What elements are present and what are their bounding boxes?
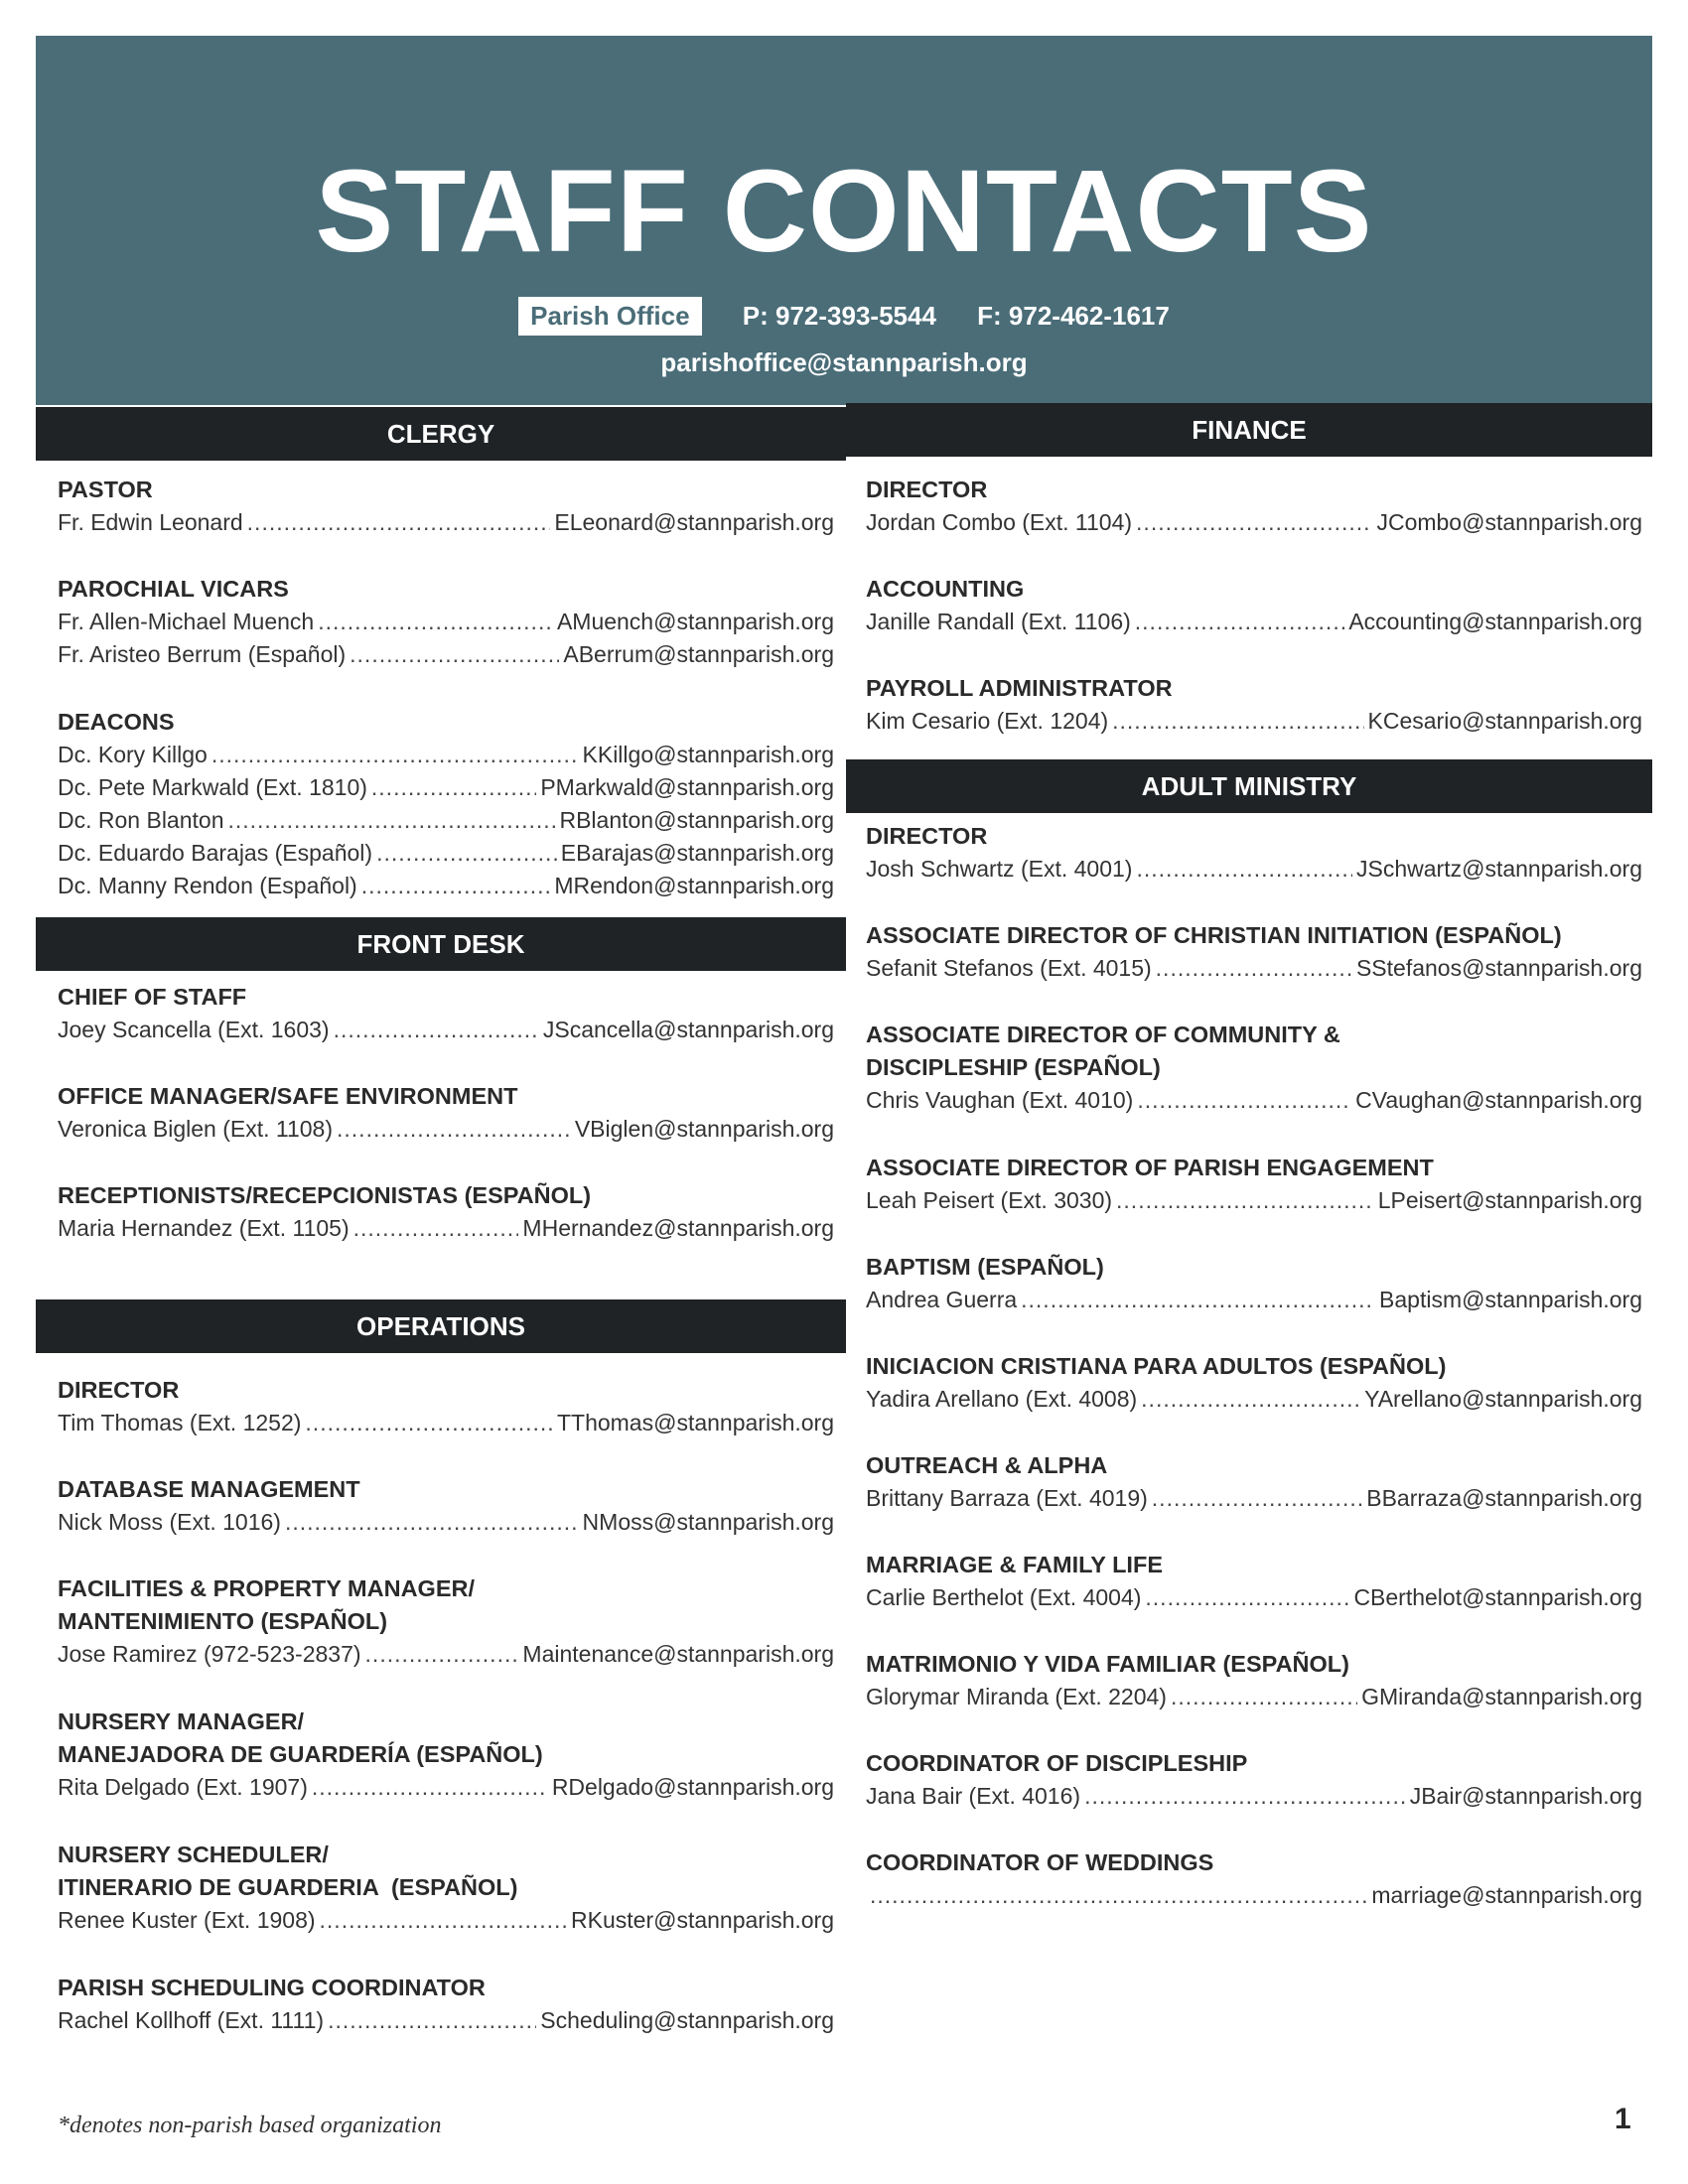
contact-line bbox=[866, 506, 1642, 539]
contact-line bbox=[866, 705, 1642, 738]
contact-name: Rita Delgado (Ext. 1907) bbox=[58, 1774, 308, 1800]
entry-database-management bbox=[58, 1473, 834, 1539]
contact-line bbox=[866, 1681, 1642, 1713]
contact-name: Maria Hernandez (Ext. 1105) bbox=[58, 1215, 350, 1241]
role-title: PAYROLL ADMINISTRATOR bbox=[866, 675, 1173, 701]
contact-name: Dc. Pete Markwald (Ext. 1810) bbox=[58, 774, 367, 800]
role-title: ASSOCIATE DIRECTOR OF COMMUNITY & bbox=[866, 1022, 1340, 1047]
contact-email[interactable]: ABerrum@stannparish.org bbox=[563, 641, 834, 667]
entry-accounting bbox=[866, 573, 1642, 638]
dot-leader bbox=[334, 1014, 539, 1046]
contact-email[interactable]: KKillgo@stannparish.org bbox=[582, 742, 834, 767]
entry-facilities-manager bbox=[58, 1572, 834, 1671]
office-contact-row bbox=[36, 297, 1652, 336]
dot-leader bbox=[1171, 1681, 1357, 1713]
dot-leader bbox=[870, 1879, 1367, 1912]
contact-email[interactable]: Accounting@stannparish.org bbox=[1348, 609, 1642, 634]
dot-leader bbox=[376, 837, 557, 870]
contact-line bbox=[866, 1284, 1642, 1316]
entry-office-manager bbox=[58, 1080, 834, 1146]
dot-leader bbox=[1084, 1780, 1406, 1813]
contact-email[interactable]: JScancella@stannparish.org bbox=[542, 1017, 834, 1042]
contact-line bbox=[58, 804, 834, 837]
contact-name: Renee Kuster (Ext. 1908) bbox=[58, 1907, 316, 1933]
dot-leader bbox=[1137, 1084, 1351, 1117]
contact-name: Fr. Aristeo Berrum (Español) bbox=[58, 641, 347, 667]
contact-name: Dc. Manny Rendon (Español) bbox=[58, 873, 357, 898]
contact-email[interactable]: TThomas@stannparish.org bbox=[556, 1410, 834, 1435]
dot-leader bbox=[1136, 853, 1352, 886]
role-title: ASSOCIATE DIRECTOR OF PARISH ENGAGEMENT bbox=[866, 1155, 1434, 1180]
contact-line bbox=[58, 1638, 834, 1671]
contact-line bbox=[866, 1084, 1642, 1117]
contact-name: Brittany Barraza (Ext. 4019) bbox=[866, 1485, 1148, 1511]
contact-email[interactable]: marriage@stannparish.org bbox=[1371, 1882, 1642, 1908]
contact-email[interactable]: MHernandez@stannparish.org bbox=[522, 1215, 834, 1241]
entry-scheduling-coordinator bbox=[58, 1972, 834, 2037]
contact-name: Yadira Arellano (Ext. 4008) bbox=[866, 1386, 1138, 1412]
section-header-clergy: CLERGY bbox=[36, 407, 846, 461]
role-title: DEACONS bbox=[58, 709, 175, 735]
dot-leader bbox=[353, 1212, 519, 1245]
contact-line bbox=[58, 1014, 834, 1046]
contact-line bbox=[866, 606, 1642, 638]
contact-name: Rachel Kollhoff (Ext. 1111) bbox=[58, 2007, 325, 2033]
contact-name: Dc. Ron Blanton bbox=[58, 807, 224, 833]
role-title: CHIEF OF STAFF bbox=[58, 984, 247, 1010]
role-title: ITINERARIO DE GUARDERIA (ESPAÑOL) bbox=[58, 1874, 518, 1900]
dot-leader bbox=[1141, 1383, 1360, 1416]
role-title: ASSOCIATE DIRECTOR OF CHRISTIAN INITIATION (ESPAÑOL) bbox=[866, 922, 1562, 948]
contact-email[interactable]: YArellano@stannparish.org bbox=[1364, 1386, 1642, 1412]
contact-email[interactable]: KCesario@stannparish.org bbox=[1367, 708, 1642, 734]
contact-line bbox=[58, 837, 834, 870]
contact-email[interactable]: AMuench@stannparish.org bbox=[556, 609, 834, 634]
contact-line bbox=[866, 1780, 1642, 1813]
contact-email[interactable]: EBarajas@stannparish.org bbox=[560, 840, 834, 866]
role-title: DATABASE MANAGEMENT bbox=[58, 1476, 360, 1502]
contact-line bbox=[58, 638, 834, 671]
contact-name: Sefanit Stefanos (Ext. 4015) bbox=[866, 955, 1152, 981]
contact-line bbox=[866, 1482, 1642, 1515]
contact-line bbox=[866, 853, 1642, 886]
contact-line bbox=[58, 1113, 834, 1146]
dot-leader bbox=[285, 1506, 579, 1539]
entry-finance-director bbox=[866, 474, 1642, 539]
role-title: NURSERY MANAGER/ bbox=[58, 1708, 305, 1734]
contact-name: Dc. Kory Killgo bbox=[58, 742, 208, 767]
contact-name: Joey Scancella (Ext. 1603) bbox=[58, 1017, 330, 1042]
contact-line bbox=[866, 1879, 1642, 1912]
contact-name: Jose Ramirez (972-523-2837) bbox=[58, 1641, 361, 1667]
contact-line bbox=[866, 1383, 1642, 1416]
section-header-finance: FINANCE bbox=[846, 403, 1652, 457]
contact-line bbox=[866, 1581, 1642, 1614]
contact-line bbox=[866, 952, 1642, 985]
dot-leader bbox=[337, 1113, 571, 1146]
contact-email[interactable]: BBarraza@stannparish.org bbox=[1366, 1485, 1642, 1511]
section-header-adult-ministry: ADULT MINISTRY bbox=[846, 759, 1652, 813]
page-number: 1 bbox=[1615, 2103, 1631, 2135]
contact-email[interactable]: SStefanos@stannparish.org bbox=[1355, 955, 1642, 981]
role-title: DIRECTOR bbox=[58, 1377, 180, 1403]
role-title: MANTENIMIENTO (ESPAÑOL) bbox=[58, 1608, 388, 1634]
contact-name: Chris Vaughan (Ext. 4010) bbox=[866, 1087, 1134, 1113]
role-title: PAROCHIAL VICARS bbox=[58, 576, 289, 602]
contact-line bbox=[866, 1184, 1642, 1217]
contact-name: Andrea Guerra bbox=[866, 1287, 1018, 1312]
contact-email[interactable]: CBerthelot@stannparish.org bbox=[1353, 1584, 1642, 1610]
role-title: BAPTISM (ESPAÑOL) bbox=[866, 1254, 1104, 1280]
entry-operations-director bbox=[58, 1374, 834, 1439]
dot-leader bbox=[361, 870, 551, 902]
role-title: MANEJADORA DE GUARDERÍA (ESPAÑOL) bbox=[58, 1741, 543, 1767]
contact-name: Jana Bair (Ext. 4016) bbox=[866, 1783, 1081, 1809]
contact-email[interactable]: JSchwartz@stannparish.org bbox=[1356, 856, 1642, 882]
contact-name: Fr. Allen-Michael Muench bbox=[58, 609, 315, 634]
dot-leader bbox=[312, 1771, 548, 1804]
entry-community-discipleship bbox=[866, 1019, 1642, 1117]
role-title: DIRECTOR bbox=[866, 823, 988, 849]
contact-name: Dc. Eduardo Barajas (Español) bbox=[58, 840, 373, 866]
role-title: NURSERY SCHEDULER/ bbox=[58, 1842, 329, 1867]
dot-leader bbox=[1112, 705, 1363, 738]
contact-name: Glorymar Miranda (Ext. 2204) bbox=[866, 1684, 1167, 1709]
contact-email[interactable]: NMoss@stannparish.org bbox=[582, 1509, 834, 1535]
page-title: STAFF CONTACTS bbox=[315, 146, 1373, 277]
contact-name: Jordan Combo (Ext. 1104) bbox=[866, 509, 1133, 535]
section-header-front-desk: FRONT DESK bbox=[36, 917, 846, 971]
dot-leader bbox=[1135, 606, 1345, 638]
dot-leader bbox=[320, 1904, 567, 1937]
contact-line bbox=[58, 1407, 834, 1439]
contact-name: Kim Cesario (Ext. 1204) bbox=[866, 708, 1109, 734]
contact-line bbox=[58, 1506, 834, 1539]
dot-leader bbox=[211, 739, 579, 771]
contact-line bbox=[58, 2004, 834, 2037]
entry-nursery-scheduler bbox=[58, 1839, 834, 1937]
office-email-link[interactable]: parishoffice@stannparish.org bbox=[660, 347, 1028, 377]
role-title: MARRIAGE & FAMILY LIFE bbox=[866, 1552, 1163, 1577]
contact-name: Carlie Berthelot (Ext. 4004) bbox=[866, 1584, 1142, 1610]
entry-adult-ministry-director bbox=[866, 820, 1642, 886]
entry-christian-initiation bbox=[866, 919, 1642, 985]
dot-leader bbox=[1136, 506, 1372, 539]
entry-baptism bbox=[866, 1251, 1642, 1316]
contact-name: Tim Thomas (Ext. 1252) bbox=[58, 1410, 302, 1435]
dot-leader bbox=[1021, 1284, 1375, 1316]
office-phone: P: 972-393-5544 bbox=[742, 301, 936, 331]
role-title: FACILITIES & PROPERTY MANAGER/ bbox=[58, 1575, 475, 1601]
role-title: RECEPTIONISTS/RECEPCIONISTAS (ESPAÑOL) bbox=[58, 1182, 592, 1208]
entry-pastor bbox=[58, 474, 834, 539]
dot-leader bbox=[305, 1407, 553, 1439]
entry-coordinator-discipleship bbox=[866, 1747, 1642, 1813]
contact-email[interactable]: ELeonard@stannparish.org bbox=[554, 509, 834, 535]
contact-email[interactable]: GMiranda@stannparish.org bbox=[1361, 1684, 1642, 1709]
entry-receptionists bbox=[58, 1179, 834, 1245]
contact-line bbox=[58, 739, 834, 771]
contact-email[interactable]: LPeisert@stannparish.org bbox=[1377, 1187, 1642, 1213]
contact-email[interactable]: JCombo@stannparish.org bbox=[1376, 509, 1642, 535]
role-title: DISCIPLESHIP (ESPAÑOL) bbox=[866, 1054, 1161, 1080]
role-title: MATRIMONIO Y VIDA FAMILIAR (ESPAÑOL) bbox=[866, 1651, 1349, 1677]
contact-email[interactable]: RDelgado@stannparish.org bbox=[551, 1774, 834, 1800]
section-header-operations: OPERATIONS bbox=[36, 1299, 846, 1353]
contact-line bbox=[58, 1212, 834, 1245]
role-title: COORDINATOR OF DISCIPLESHIP bbox=[866, 1750, 1248, 1776]
entry-iniciacion-cristiana bbox=[866, 1350, 1642, 1416]
contact-name: Leah Peisert (Ext. 3030) bbox=[866, 1187, 1113, 1213]
dot-leader bbox=[1156, 952, 1352, 985]
footnote: *denotes non-parish based organization bbox=[58, 2113, 442, 2138]
parish-office-badge: Parish Office bbox=[518, 297, 701, 336]
dot-leader bbox=[1145, 1581, 1349, 1614]
contact-line bbox=[58, 1771, 834, 1804]
role-title: DIRECTOR bbox=[866, 477, 988, 502]
dot-leader bbox=[371, 771, 536, 804]
role-title: PARISH SCHEDULING COORDINATOR bbox=[58, 1975, 486, 2000]
entry-outreach-alpha bbox=[866, 1449, 1642, 1515]
contact-email[interactable]: Baptism@stannparish.org bbox=[1379, 1287, 1642, 1312]
office-fax: F: 972-462-1617 bbox=[977, 301, 1170, 331]
entry-nursery-manager bbox=[58, 1706, 834, 1804]
dot-leader bbox=[350, 638, 559, 671]
dot-leader bbox=[1152, 1482, 1362, 1515]
contact-line bbox=[58, 870, 834, 902]
contact-email[interactable]: VBiglen@stannparish.org bbox=[574, 1116, 834, 1142]
dot-leader bbox=[1116, 1184, 1374, 1217]
contact-email[interactable]: Maintenance@stannparish.org bbox=[522, 1641, 834, 1667]
role-title: ACCOUNTING bbox=[866, 576, 1025, 602]
role-title: COORDINATOR OF WEDDINGS bbox=[866, 1849, 1214, 1875]
entry-marriage-family-life bbox=[866, 1549, 1642, 1614]
dot-leader bbox=[227, 804, 555, 837]
contact-email[interactable]: PMarkwald@stannparish.org bbox=[540, 774, 834, 800]
contact-name: Josh Schwartz (Ext. 4001) bbox=[866, 856, 1133, 882]
dot-leader bbox=[318, 606, 553, 638]
contact-email[interactable]: Scheduling@stannparish.org bbox=[540, 2007, 834, 2033]
contact-name: Nick Moss (Ext. 1016) bbox=[58, 1509, 281, 1535]
contact-email[interactable]: RKuster@stannparish.org bbox=[571, 1907, 834, 1933]
dot-leader bbox=[328, 2004, 536, 2037]
role-title: INICIACION CRISTIANA PARA ADULTOS (ESPAÑOL) bbox=[866, 1353, 1447, 1379]
header-banner bbox=[36, 36, 1652, 405]
contact-name: Fr. Edwin Leonard bbox=[58, 509, 243, 535]
contact-name: Janille Randall (Ext. 1106) bbox=[866, 609, 1131, 634]
entry-chief-of-staff bbox=[58, 981, 834, 1046]
role-title: OUTREACH & ALPHA bbox=[866, 1452, 1108, 1478]
contact-email[interactable]: JBair@stannparish.org bbox=[1409, 1783, 1642, 1809]
entry-matrimonio bbox=[866, 1648, 1642, 1713]
contact-email[interactable]: CVaughan@stannparish.org bbox=[1355, 1087, 1642, 1113]
contact-line bbox=[58, 1904, 834, 1937]
role-title: OFFICE MANAGER/SAFE ENVIRONMENT bbox=[58, 1083, 518, 1109]
contact-line bbox=[58, 771, 834, 804]
contact-name: Veronica Biglen (Ext. 1108) bbox=[58, 1116, 334, 1142]
contact-email[interactable]: MRendon@stannparish.org bbox=[554, 873, 834, 898]
contact-line bbox=[58, 506, 834, 539]
role-title: PASTOR bbox=[58, 477, 153, 502]
contact-email[interactable]: RBlanton@stannparish.org bbox=[559, 807, 834, 833]
entry-parochial-vicars bbox=[58, 573, 834, 671]
entry-deacons bbox=[58, 706, 834, 902]
dot-leader bbox=[247, 506, 551, 539]
entry-parish-engagement bbox=[866, 1152, 1642, 1217]
contact-line bbox=[58, 606, 834, 638]
entry-coordinator-weddings bbox=[866, 1846, 1642, 1912]
dot-leader bbox=[365, 1638, 519, 1671]
entry-payroll-administrator bbox=[866, 672, 1642, 738]
